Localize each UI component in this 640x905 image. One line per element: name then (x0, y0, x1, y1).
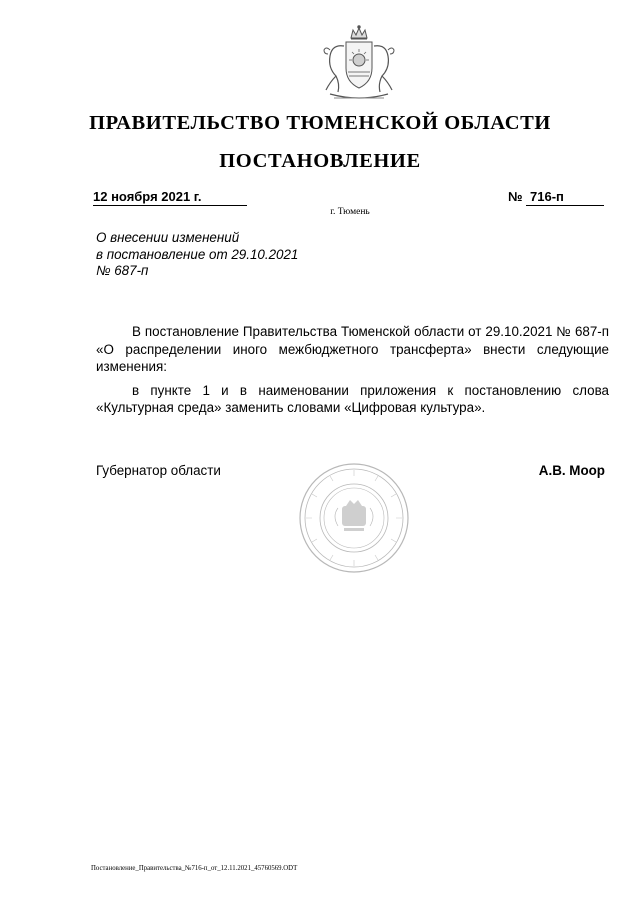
document-number: 716-п (526, 189, 604, 206)
signer-title: Губернатор области (96, 463, 221, 478)
signer-name: А.В. Моор (538, 463, 605, 478)
body-paragraph: В постановление Правительства Тюменской области от 29.10.2021 № 687-п «О распределении иного межбюджетного трансферта» внести следующие изменения: (96, 324, 609, 374)
document-number-label: № (508, 189, 523, 204)
coat-of-arms-icon (316, 24, 402, 104)
subject-line: О внесении изменений (96, 230, 240, 245)
subject-line: № 687-п (96, 263, 149, 278)
government-title: ПРАВИТЕЛЬСТВО ТЮМЕНСКОЙ ОБЛАСТИ (89, 112, 551, 134)
body-paragraph: в пункте 1 и в наименовании приложения к постановлению слова «Культурная среда» заменить словами «Цифровая культура». (96, 382, 609, 415)
document-body (96, 323, 609, 417)
document-type: ПОСТАНОВЛЕНИЕ (219, 150, 421, 172)
city: г. Тюмень (330, 207, 370, 217)
official-stamp-icon (298, 462, 410, 574)
footer-file-name: Постановление_Правительства_№716-п_от_12.11.2021_45760569.ODT (91, 865, 298, 872)
subject-line: в постановление от 29.10.2021 (96, 246, 299, 262)
document-date: 12 ноября 2021 г. (93, 189, 247, 206)
document-subject (96, 230, 396, 280)
